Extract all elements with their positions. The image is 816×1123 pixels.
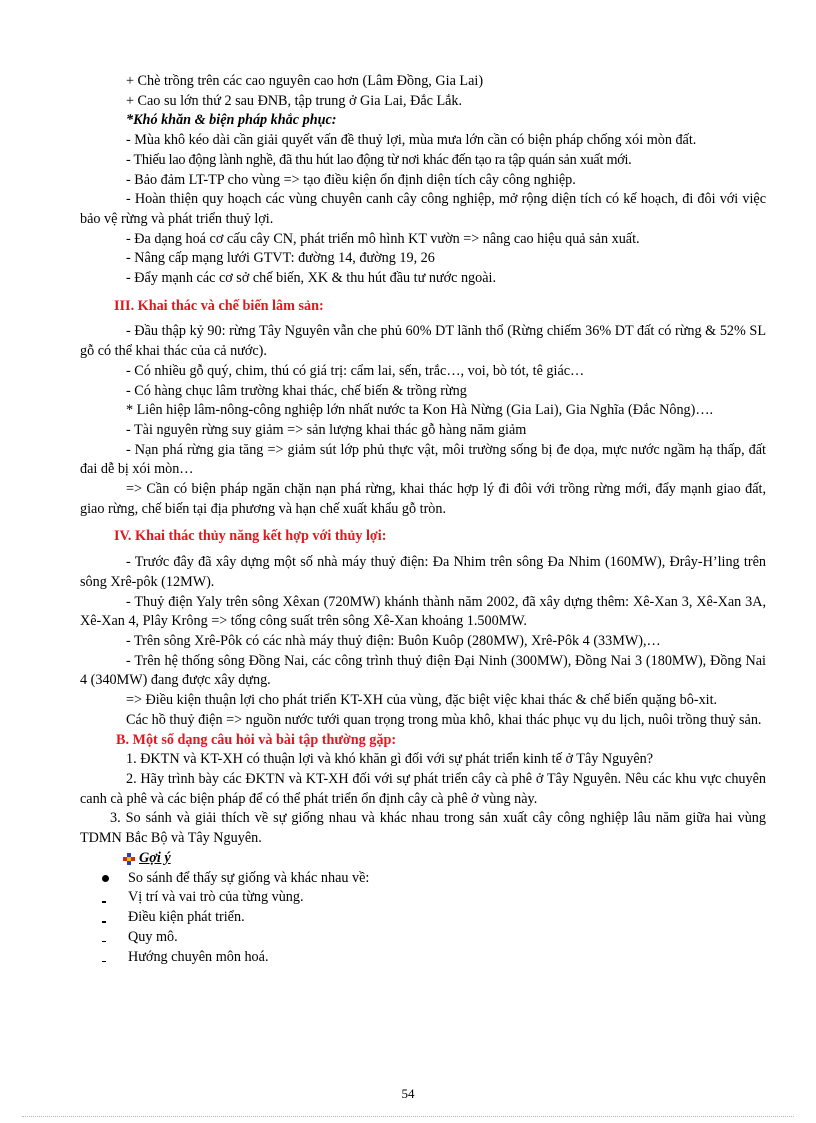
dash-icon xyxy=(102,941,106,943)
text-line: => Cần có biện pháp ngăn chặn nạn phá rừng, khai thác hợp lý đi đôi với trồng rừng mới, đẩy mạnh giao đất, giao rừng, chế biến tại địa phương và hạn chế xuất khẩu gỗ tròn. xyxy=(80,481,766,517)
text-line: Các hồ thuỷ điện => nguồn nước tưới quan trọng trong mùa khô, khai thác phục vụ du lịch, nuôi trồng thuỷ sản. xyxy=(126,711,762,728)
text-line: - Thiếu lao động lành nghề, đã thu hút lao động từ nơi khác đến tạo ra tập quán sản xuất mới. xyxy=(126,151,632,168)
text-line: - Đẩy mạnh các cơ sở chế biến, XK & thu hút đầu tư nước ngoài. xyxy=(126,270,497,287)
question-2: 2. Hãy trình bày các ĐKTN và KT-XH đối với sự phát triển cây cà phê ở Tây Nguyên. Nêu các khu vực chuyên canh cà phê và các biện pháp để có thể phát triển ổn định cây cà phê ở vùng này. xyxy=(80,770,766,807)
sub-bullet-item: Hướng chuyên môn hoá. xyxy=(80,948,766,968)
hint-label: Gợi ý xyxy=(139,849,171,866)
text-line: - Trên hệ thống sông Đồng Nai, các công trình thuỷ điện Đại Ninh (300MW), Đồng Nai 3 (180MW), Đồng Nai 4 (340MW) đang được xây dựng. xyxy=(80,652,766,689)
dash-icon xyxy=(102,961,106,963)
dash-icon xyxy=(102,901,106,903)
sub-bullet-item: Quy mô. xyxy=(80,928,766,948)
text-line: - Nạn phá rừng gia tăng => giảm sút lớp phủ thực vật, môi trường sống bị đe dọa, mực nước ngầm hạ thấp, đất đai dễ bị xói mòn… xyxy=(80,441,766,478)
sub-bullet-item: Điều kiện phát triển. xyxy=(80,908,766,928)
text-line: - Trên sông Xrê-Pôk có các nhà máy thuỷ điện: Buôn Kuôp (280MW), Xrê-Pôk 4 (33MW),… xyxy=(126,632,661,649)
text-line: * Liên hiệp lâm-nông-công nghiệp lớn nhất nước ta Kon Hà Nừng (Gia Lai), Gia Nghĩa (Đắc Nông)…. xyxy=(126,402,714,419)
text-line: => Điều kiện thuận lợi cho phát triển KT-XH của vùng, đặc biệt việc khai thác & chế biến quặng bô-xit. xyxy=(126,692,718,709)
section-heading-iv: IV. Khai thác thủy năng kết hợp với thủy lợi: xyxy=(114,528,387,545)
page-content xyxy=(80,72,766,967)
page-bottom-divider xyxy=(22,1116,794,1117)
text-line: - Nâng cấp mạng lưới GTVT: đường 14, đường 19, 26 xyxy=(126,250,435,267)
section-heading-b: B. Một số dạng câu hỏi và bài tập thường gặp: xyxy=(116,731,397,748)
bullet-item: So sánh để thấy sự giống và khác nhau về: xyxy=(80,869,766,889)
text-line: - Đa dạng hoá cơ cấu cây CN, phát triển mô hình KT vườn => nâng cao hiệu quả sản xuất. xyxy=(126,230,640,247)
text-line: + Chè trồng trên các cao nguyên cao hơn (Lâm Đồng, Gia Lai) xyxy=(126,73,484,89)
text-line: - Bảo đảm LT-TP cho vùng => tạo điều kiện ổn định diện tích cây công nghiệp. xyxy=(126,171,576,188)
text-line: - Có hàng chục lâm trường khai thác, chế biến & trồng rừng xyxy=(126,382,467,399)
question-3: 3. So sánh và giải thích về sự giống nhau và khác nhau trong sản xuất cây công nghiệp lâu năm giữa hai vùng TDMN Bắc Bộ và Tây Nguyên. xyxy=(80,810,766,847)
subheading: *Khó khăn & biện pháp khắc phục: xyxy=(126,112,337,129)
dash-icon xyxy=(102,921,106,923)
bullet-dot-icon xyxy=(102,875,109,882)
text-line: - Đầu thập kỷ 90: rừng Tây Nguyên vẫn che phủ 60% DT lãnh thổ (Rừng chiếm 36% DT đất có rừng & 52% SL gỗ có thể khai thác của cả nước). xyxy=(80,323,766,360)
text-line: + Cao su lớn thứ 2 sau ĐNB, tập trung ở Gia Lai, Đắc Lắk. xyxy=(126,92,463,109)
text-line: - Tài nguyên rừng suy giảm => sản lượng khai thác gỗ hàng năm giảm xyxy=(126,421,527,438)
text-line: - Thuỷ điện Yaly trên sông Xêxan (720MW) khánh thành năm 2002, đã xây dựng thêm: Xê-Xan 3, Xê-Xan 3A, Xê-Xan 4, Plây Krông => tổng công suất trên sông Xê-Xan khoảng 1.500MW. xyxy=(80,593,766,630)
hint-heading xyxy=(80,849,766,869)
question-1: 1. ĐKTN và KT-XH có thuận lợi và khó khăn gì đối với sự phát triển kinh tế ở Tây Nguyên? xyxy=(126,751,654,768)
text-line: - Trước đây đã xây dựng một số nhà máy thuỷ điện: Đa Nhim trên sông Đa Nhim (160MW), Đrây-H’ling trên sông Xrê-pôk (12MW). xyxy=(80,554,766,590)
text-line: - Có nhiều gỗ quý, chim, thú có giá trị: cẩm lai, sến, trắc…, voi, bò tót, tê giác… xyxy=(126,362,585,379)
sub-bullet-item: Vị trí và vai trò của từng vùng. xyxy=(80,888,766,908)
pointer-hand-icon xyxy=(122,852,136,866)
section-heading-iii: III. Khai thác và chế biến lâm sản: xyxy=(114,297,324,314)
text-line: - Mùa khô kéo dài cần giải quyết vấn đề thuỷ lợi, mùa mưa lớn cần có biện pháp chống xói mòn đất. xyxy=(126,132,697,149)
page-number: 54 xyxy=(401,1086,415,1101)
text-line: - Hoàn thiện quy hoạch các vùng chuyên canh cây công nghiệp, mở rộng diện tích có kế hoạch, đi đôi với việc bảo vệ rừng và phát triển thuỷ lợi. xyxy=(80,191,766,227)
